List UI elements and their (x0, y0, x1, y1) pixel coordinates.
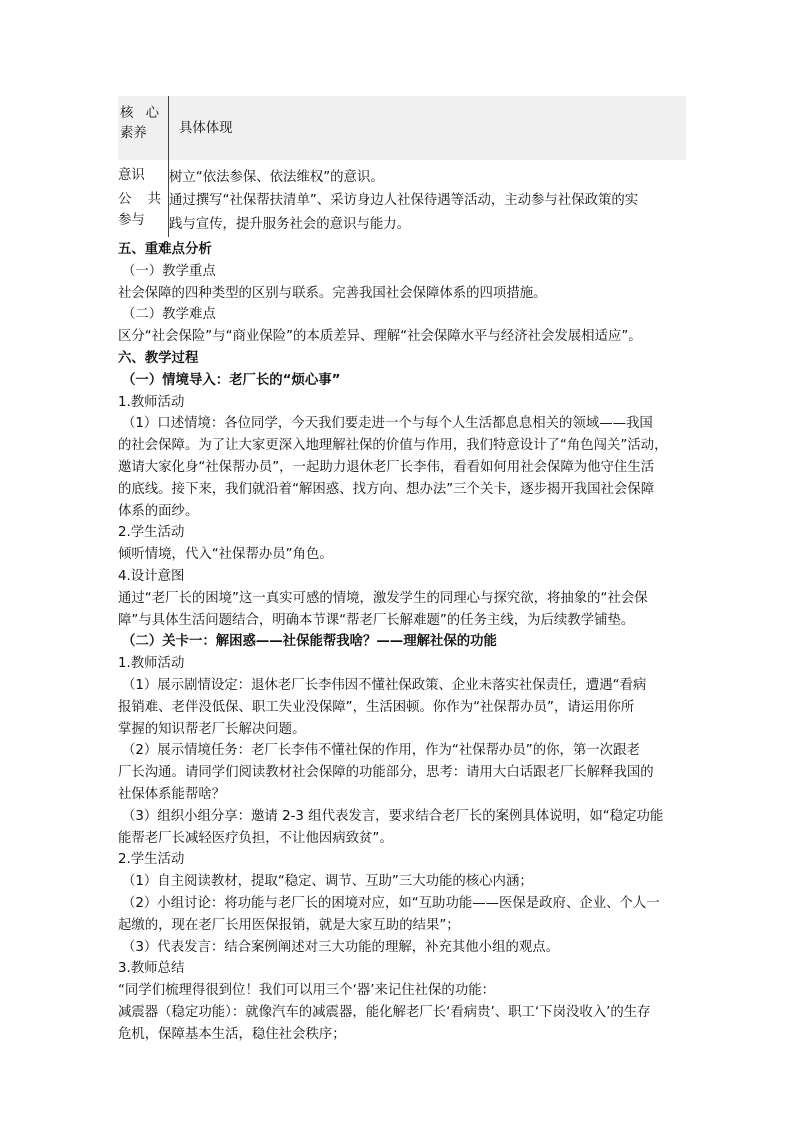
text-line: 的底线。接下来，我们就沿着“解困惑、找方向、想办法”三个关卡，逐步揭开我国社会保障 (118, 481, 655, 497)
text-line: 报销难、老伴没低保、职工失业没保障”，生活困顿。你作为“社保帮办员”，请运用你所 (118, 699, 635, 715)
text-line: 1.教师活动 (118, 656, 185, 672)
text-line: 4.设计意图 (118, 568, 185, 584)
text-line: 掌握的知识帮老厂长解决问题。 (118, 721, 306, 737)
text-line: 社保体系能帮啥？ (118, 786, 226, 802)
section-heading: 五、重难点分析 (118, 242, 212, 257)
table-row (118, 189, 686, 237)
row-text-participation-line1: 通过撰写“社保帮扶清单”、采访身边人社保待遇等活动，主动参与社保政策的实 (169, 193, 639, 208)
row-label-participation (118, 189, 169, 237)
text-line: （1）自主阅读教材，提取“稳定、调节、互助”三大功能的核心内涵； (122, 874, 533, 890)
text-line: 1.教师活动 (118, 394, 185, 410)
text-line: （二）教学难点 (122, 307, 216, 323)
text-line: （一）教学重点 (122, 263, 216, 279)
body-text (118, 239, 686, 1045)
text-line: 2.学生活动 (118, 525, 185, 541)
text-line: 厂长沟通。请同学们阅读教材社会保障的功能部分，思考：请用大白话跟老厂长解释我国的 (118, 765, 654, 781)
document-content (118, 96, 686, 1045)
section-heading: 六、教学过程 (118, 350, 199, 366)
text-line: “同学们梳理得很到位！我们可以用三个‘器’来记住社保的功能： (118, 983, 495, 999)
header-cell-detail: 具体体现 (169, 96, 687, 160)
text-line: 倾听情境，代入“社保帮办员”角色。 (118, 547, 333, 563)
text-line: 社会保障的四种类型的区别与联系。完善我国社会保障体系的四项措施。 (118, 285, 547, 301)
text-line: 危机，保障基本生活，稳住社会秩序； (118, 1026, 346, 1042)
row-text-participation (169, 189, 687, 237)
header-core-line2: 素养 (120, 126, 147, 141)
text-line: （3）组织小组分享：邀请 2-3 组代表发言，要求结合老厂长的案例具体说明，如“稳定功能 (122, 808, 664, 824)
text-line: 的社会保障。为了让大家更深入地理解社保的价值与作用，我们特意设计了“角色闯关”活动， (118, 438, 668, 454)
text-line: （2）小组讨论：将功能与老厂长的困境对应，如“互助功能——医保是政府、企业、个人一 (122, 895, 660, 911)
row-label-awareness: 意识 (118, 166, 169, 189)
text-line: 减震器（稳定功能）：就像汽车的减震器，能化解老厂长‘看病贵’、职工‘下岗没收入’的生存 (118, 1004, 651, 1020)
header-core-line1: 核 心 (120, 106, 164, 121)
text-line: 障”与具体生活问题结合，明确本节课“帮老厂长解难题”的任务主线，为后续教学铺垫。 (118, 612, 635, 628)
row-label-participation-line2: 参与 (118, 213, 145, 228)
text-line: 邀请大家化身“社保帮办员”，一起助力退休老厂长李伟，看看如何用社会保障为他守住生活 (118, 459, 655, 475)
text-line: （2）展示情境任务：老厂长李伟不懂社保的作用，作为“社保帮办员”的你，第一次跟老 (122, 743, 640, 759)
text-line: 2.学生活动 (118, 852, 185, 868)
row-label-participation-line1: 公 共 (118, 192, 168, 207)
text-line: 能帮老厂长减轻医疗负担，不让他因病致贫”。 (118, 830, 393, 846)
text-line: （1）口述情境：各位同学，今天我们要走进一个与每个人生活都息息相关的领域——我国 (122, 416, 653, 432)
row-text-participation-line2: 践与宣传，提升服务社会的意识与能力。 (169, 217, 411, 232)
text-line: 起缴的，现在老厂长用医保报销，就是大家互助的结果”； (118, 917, 460, 933)
text-line: 3.教师总结 (118, 961, 185, 977)
text-line: 通过“老厂长的困境”这一真实可感的情境，激发学生的同理心与探究欲，将抽象的“社会保 (118, 590, 648, 606)
row-text-awareness: 树立“依法参保、依法维权”的意识。 (169, 170, 384, 185)
section-heading: （一）情境导入：老厂长的“烦心事” (122, 372, 341, 388)
text-line: 体系的面纱。 (118, 503, 199, 519)
text-line: （3）代表发言：结合案例阐述对三大功能的理解，补充其他小组的观点。 (122, 939, 560, 955)
section-heading: （二）关卡一：解困惑——社保能帮我啥？——理解社保的功能 (122, 634, 497, 650)
text-line: 区分“社会保险”与“商业保险”的本质差异、理解“社会保障水平与经济社会发展相适应”。 (118, 329, 642, 345)
header-cell-core (118, 96, 169, 160)
text-line: （1）展示剧情设定：退休老厂长李伟因不懂社保政策、企业未落实社保责任，遭遇“看病 (122, 677, 647, 693)
table-header-row (118, 96, 686, 160)
table-row (118, 166, 686, 189)
core-literacy-table (118, 96, 686, 237)
